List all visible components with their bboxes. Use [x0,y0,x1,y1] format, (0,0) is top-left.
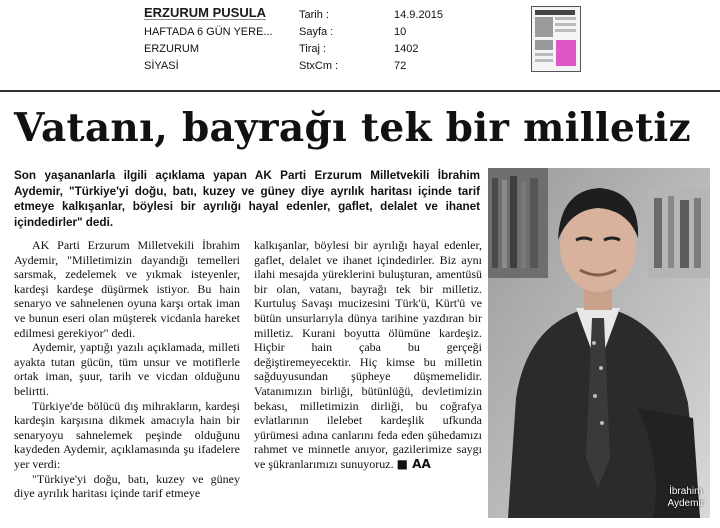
circulation-value: 1402 [394,43,419,55]
header-divider [0,90,720,92]
article-lead: Son yaşananlarla ilgili açıklama yapan AK Parti Erzurum Milletvekili İbrahim Aydemir, "Türkiye'yi doğu, batı, kuzey ve güney diye ayrılık haritası içinde tarif etmeye kalkışanlar, böylesi bir ayrılığı hayal edenler, gaflet, delalet ve ihanet içindedirler" dedi. [14,169,480,229]
publication-category: SİYASİ [144,60,179,72]
portrait-illustration [488,168,710,518]
page-thumbnail[interactable] [531,6,581,72]
stxcm-label: StxCm : [299,60,339,72]
article-paragraph: Türkiye'de bölücü dış mihrakların, kardeşi kardeşin karşısına dikmek amacıyla hain bir senaryoyu sahnelemek peşinde olduğunu kaydeden Aydemir, açıklamasında şu ifadelere yer verdi: [14,398,240,471]
article-column-1 [14,238,240,501]
article-paragraph: AK Parti Erzurum Milletvekili İbrahim Aydemir, "Milletimizin dayandığı temelleri sarsmak, zedelemek ve yıkmak isteyenler, kardeşi kardeşe düşürmek istiyor. Bu hain senaryo ve sahnelenen oyuna karşı ortak iman ve bunun eseri olan müşterek vicdanla hareket edilmesi gerekiyor" dedi. [14,238,240,340]
date-label: Tarih : [299,9,329,21]
thumbnail-text-line [555,29,576,32]
article-paragraph-text: kalkışanlar, böylesi bir ayrılığı hayal edenler, gaflet, delalet ve ihanet içindedirler. Biz aynı ilahi mesajda yüreklerini buluşturan, amentüsü bir olan, vatanı, bayrağı tek bir milletiz. Kurtuluş Savaşı mucizesini Türk'ü, Kürt'ü ve bütün unsurlarıyla dünya tarihine yazdıran bir milletiz. Kurani boyutta ölümüne kardeşiz. Hiçbir hain çaba bu gerçeği değiştiremeyecektir. Hiç kimse bu milletin sağduyusundan şüpheye düşmemelidir. Vatanımızın birliği, bütünlüğü, devletimizin bekası, milletimizin dirliği, bu coğrafya evlatlarının ilelebet kardeşlik ufkunda yürümesi adına canlarını feda eden şühedamızı rahmet ve minnetle anıyor, gazilerimize saygı ve şükranlarımızı sunuyoruz. [254,238,482,471]
photo-caption [668,486,705,510]
thumbnail-photo-block [535,17,553,37]
page-value: 10 [394,26,407,38]
article-headline: Vatanı, bayrağı tek bir milletiz [14,105,691,151]
article-paragraph: Aydemir, yaptığı yazılı açıklamada, milleti ayakta tutan gücün, tüm unsur ve motiflerle ortak iman, şuur, tarih ve vicdan olduğunu belirtti. [14,340,240,398]
article-paragraph: "Türkiye'yi doğu, batı, kuzey ve güney diye ayrılık haritası içinde tarif etmeye [14,471,240,501]
circulation-label: Tiraj : [299,43,327,55]
thumbnail-text-line [555,23,576,26]
publication-city: ERZURUM [144,43,199,55]
thumbnail-masthead [535,10,575,15]
article-paragraph [254,238,482,472]
date-value: 14.9.2015 [394,9,443,21]
thumbnail-text-line [535,59,553,62]
stxcm-value: 72 [394,60,407,72]
publication-name: ERZURUM PUSULA [144,5,267,20]
thumbnail-text-line [535,53,553,56]
publication-frequency: HAFTADA 6 GÜN YERE... [144,26,273,38]
photo-caption-first: İbrahim [669,486,703,497]
thumbnail-photo-block [535,40,553,50]
page-label: Sayfa : [299,26,334,38]
article-column-2 [254,238,482,472]
thumbnail-article-highlight [556,40,576,66]
photo-caption-last: Aydemir [667,498,704,509]
agency-mark: ■ AA [396,456,431,471]
thumbnail-text-line [555,17,576,20]
portrait-photo [488,168,710,518]
